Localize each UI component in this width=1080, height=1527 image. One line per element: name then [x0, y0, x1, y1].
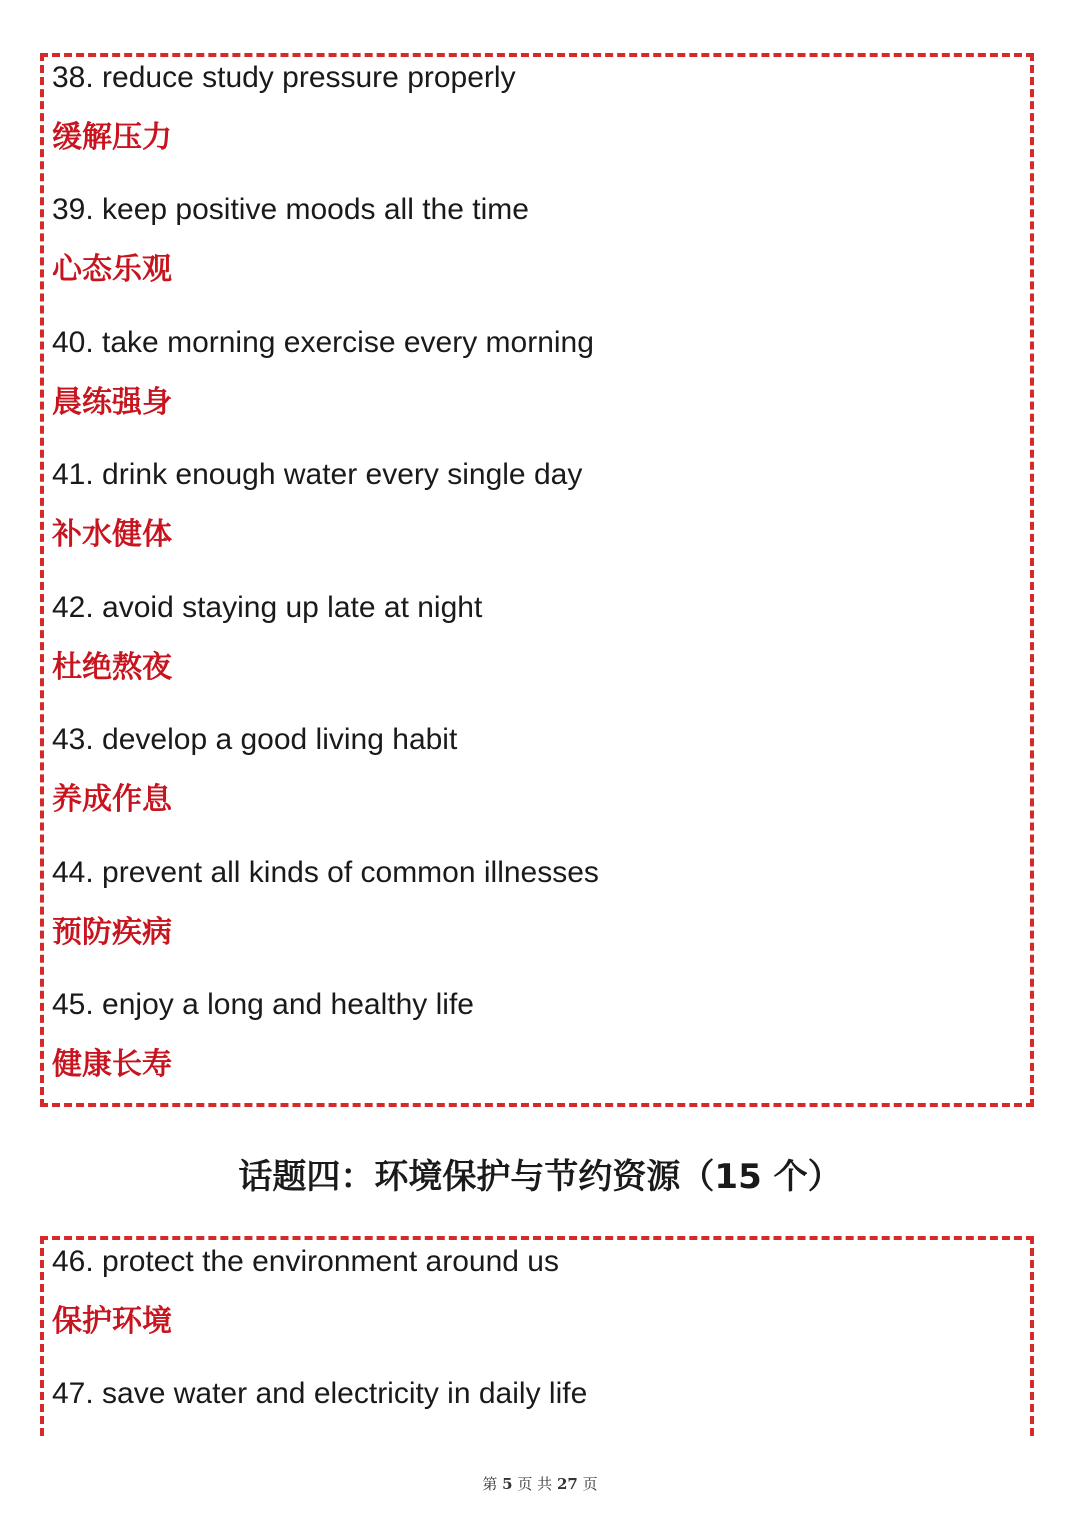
- section-title: 话题四：环境保护与节约资源（15 个）: [238, 1157, 842, 1197]
- page-footer: [0, 1474, 1080, 1494]
- entry-46-chinese: 保护环境: [52, 1304, 172, 1339]
- entry-43-english: 43. develop a good living habit: [52, 723, 458, 756]
- entry-40-chinese: 晨练强身: [52, 385, 172, 420]
- entry-42-chinese: 杜绝熬夜: [52, 650, 172, 685]
- footer-prefix: 第: [482, 1475, 498, 1493]
- entry-44-english: 44. prevent all kinds of common illnesses: [52, 856, 599, 889]
- entry-38-english: 38. reduce study pressure properly: [52, 61, 516, 94]
- entry-40-english: 40. take morning exercise every morning: [52, 326, 594, 359]
- footer-page-number: 5: [502, 1475, 513, 1493]
- entry-41-english: 41. drink enough water every single day: [52, 458, 583, 491]
- entry-45-english: 45. enjoy a long and healthy life: [52, 988, 474, 1021]
- entry-41-chinese: 补水健体: [52, 517, 172, 552]
- footer-middle: 页 共: [517, 1475, 553, 1493]
- entry-43-chinese: 养成作息: [52, 782, 172, 817]
- entry-39-english: 39. keep positive moods all the time: [52, 193, 529, 226]
- entry-45-chinese: 健康长寿: [52, 1047, 172, 1082]
- entry-46-english: 46. protect the environment around us: [52, 1245, 559, 1278]
- entry-42-english: 42. avoid staying up late at night: [52, 591, 483, 624]
- entry-39-chinese: 心态乐观: [52, 252, 172, 287]
- entry-47-english: 47. save water and electricity in daily life: [52, 1377, 588, 1410]
- footer-suffix: 页: [582, 1475, 598, 1493]
- entry-38-chinese: 缓解压力: [52, 120, 172, 155]
- entry-44-chinese: 预防疾病: [52, 915, 172, 950]
- footer-total-pages: 27: [556, 1475, 578, 1493]
